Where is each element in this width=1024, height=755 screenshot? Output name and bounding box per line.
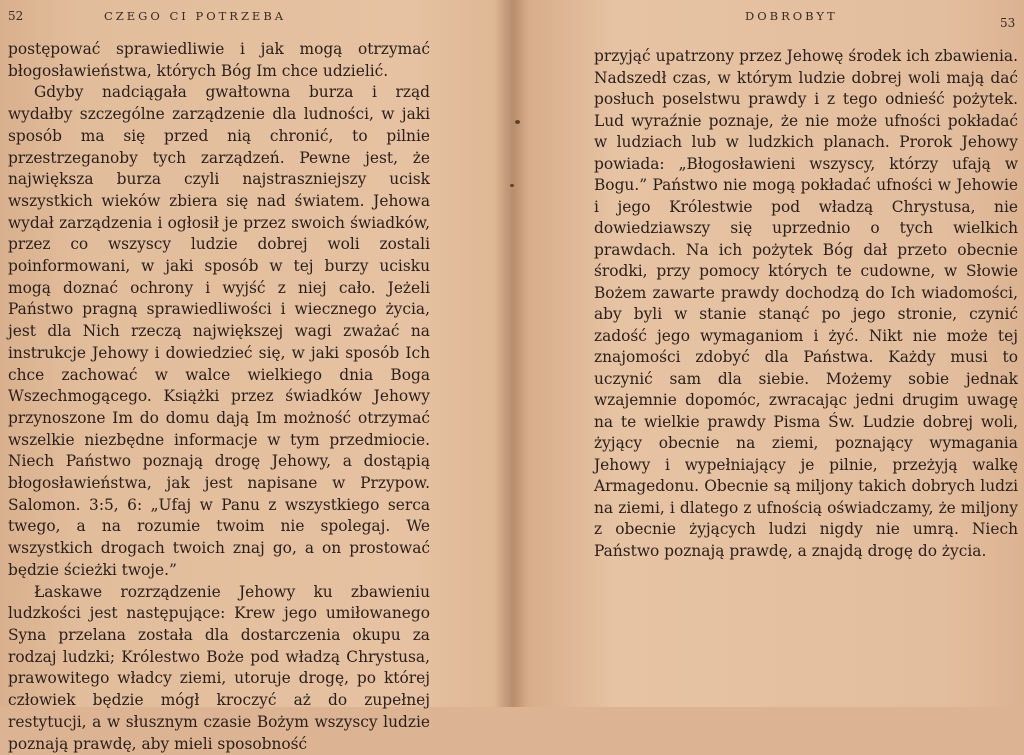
paper-speck <box>515 120 520 124</box>
paragraph: Łaskawe rozrządzenie Jehowy ku zbawieniu ludzkości jest następujące: Krew jego umiłowanego Syna przelana została dla dostarczenia okupu za rodzaj ludzki; Królestwo Boże pod władzą Chrystusa, prawowitego władcy ziemi, utoruje drogę, po której człowiek będzie mógł kroczyć aż do zupełnej restytucji, a w słusznym czasie Bożym wszyscy ludzie poznają prawdę, aby mieli sposobność <box>8 582 430 753</box>
paragraph: postępować sprawiedliwie i jak mogą otrzymać błogosławieństwa, których Bóg Im chce udzielić. <box>8 40 430 80</box>
paragraph: Gdyby nadciągała gwałtowna burza i rząd wydałby szczególne zarządzenie dla ludności, w jaki sposób ma się przed nią chronić, to pilnie przestrzeganoby tych zarządzeń. Pewne jest, że największa burza czyli najstraszniejszy ucisk wszystkich wieków zbiera się nad światem. Jehowa wydał zarządzenia i ogłosił je przez swoich świadków, przez co wszyscy ludzie dobrej woli zostali poinformowani, w jaki sposób w tej burzy ucisku mogą doznać ochrony i wyjść z niej cało. Jeżeli Państwo pragną sprawiedliwości i wiecznego życia, jest dla Nich rzeczą największej wagi zważać na instrukcje Jehowy i dowiedzieć się, w jaki sposób Ich chce zachować w walce wielkiego dnia Boga Wszechmogącego. Książki przez świadków Jehowy przynoszone Im do domu dają Im możność otrzymać wszelkie niezbędne informacje w tym przedmiocie. Niech Państwo poznają drogę Jehowy, a dostąpią błogosławieństwa, jak jest napisane w Przypow. Salomon. 3:5, 6: „Ufaj w Panu z wszystkiego serca twego, a na rozumie twoim nie spolegaj. We wszystkich drogach twoich znaj go, a on prostować będzie ścieżki twoje.” <box>8 83 430 579</box>
page-number: 52 <box>8 9 24 23</box>
body-text <box>8 39 430 755</box>
left-page <box>0 0 500 753</box>
paper-speck <box>510 184 514 187</box>
right-page <box>522 0 1024 707</box>
body-text <box>594 46 1018 562</box>
running-head: CZEGO CI POTRZEBA <box>104 9 287 23</box>
paragraph: przyjąć upatrzony przez Jehowę środek ich zbawienia. Nadszedł czas, w którym ludzie dobrej woli mają dać posłuch poselstwu prawdy i z tego odnieść pożytek. Lud wyraźnie poznaje, że nie może ufności pokładać w ludziach lub w ludzkich planach. Prorok Jehowy powiada: „Błogosławieni wszyscy, którzy ufają w Bogu.” Państwo nie mogą pokładać ufności w Jehowie i jego Królestwie pod władzą Chrystusa, nie dowiedziawszy się uprzednio o tych wielkich prawdach. Na ich pożytek Bóg dał przeto obecnie środki, przy pomocy których te cudowne, w Słowie Bożem zawarte prawdy dochodzą do Ich wiadomości, aby byli w stanie stanąć po jego stronie, czynić zadość jego wymaganiom i żyć. Nikt nie może tej znajomości zdobyć dla Państwa. Każdy musi to uczynić sam dla siebie. Możemy sobie jednak wzajemnie dopomóc, zwracając jedni drugim uwagę na te wielkie prawdy Pisma Św. Ludzie dobrej woli, żyjący obecnie na ziemi, poznający wymagania Jehowy i wypełniający je pilnie, przeżyją walkę Armagedonu. Obecnie są miljony takich dobrych ludzi na ziemi, i dlatego z ufnością oświadczamy, że miljony z obecnie żyjących ludzi nigdy nie umrą. Niech Państwo poznają prawdę, a znajdą drogę do życia. <box>594 47 1018 560</box>
page-number: 53 <box>1000 16 1016 30</box>
running-head: DOBROBYT <box>745 9 838 23</box>
